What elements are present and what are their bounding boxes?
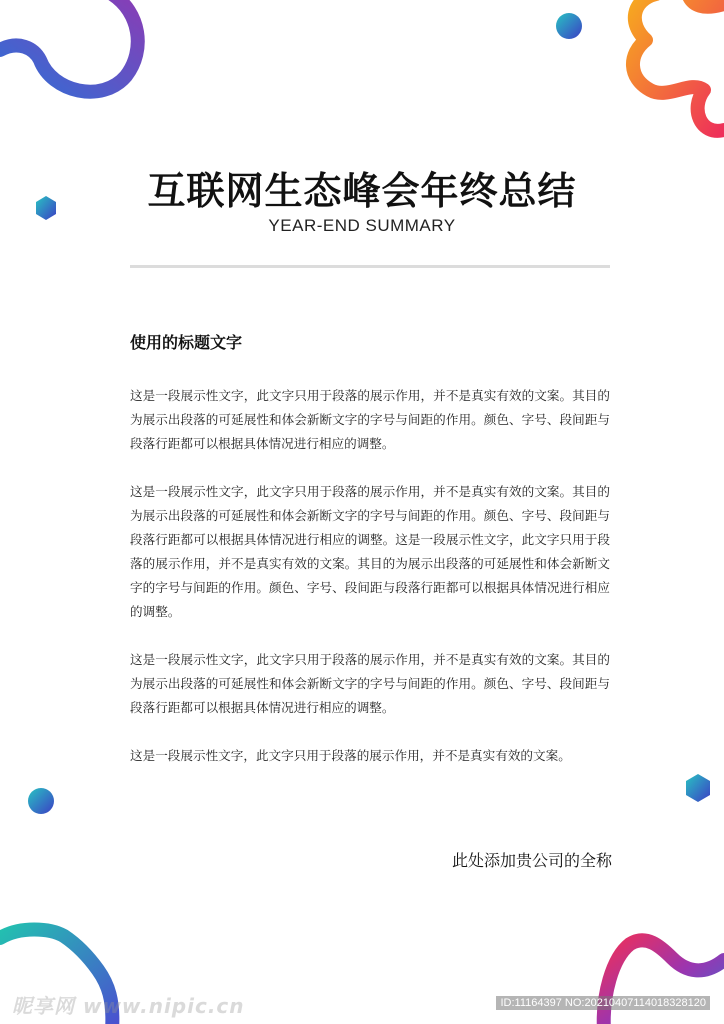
document-title: 互联网生态峰会年终总结 <box>147 169 577 213</box>
title-divider <box>130 265 610 268</box>
body-text <box>130 384 610 792</box>
bottom-right-shape <box>604 940 724 1024</box>
paragraph-3: 这是一段展示性文字，此文字只用于段落的展示作用，并不是真实有效的文案。其目的为展示出段落的可延展性和体会新断文字的字号与间距的作用。颜色、字号、段间距与段落行距都可以根据具体情况进行相应的调整。 <box>130 652 610 715</box>
top-right-blob-shape <box>633 0 724 131</box>
paragraph-4: 这是一段展示性文字，此文字只用于段落的展示作用，并不是真实有效的文案。 <box>130 748 571 763</box>
company-name: 此处添加贵公司的全称 <box>451 851 612 870</box>
dot-top-right <box>556 13 582 39</box>
hexagon-right-lower <box>686 774 710 802</box>
paragraph-1: 这是一段展示性文字，此文字只用于段落的展示作用，并不是真实有效的文案。其目的为展示出段落的可延展性和体会新断文字的字号与间距的作用。颜色、字号、段间距与段落行距都可以根据具体情况进行相应的调整。 <box>130 388 610 451</box>
watermark: 昵享网 www.nipic.cn <box>12 994 245 1018</box>
paragraph-2: 这是一段展示性文字，此文字只用于段落的展示作用，并不是真实有效的文案。其目的为展示出段落的可延展性和体会新断文字的字号与间距的作用。颜色、字号、段间距与段落行距都可以根据具体情况进行相应的调整。这是一段展示性文字，此文字只用于段落的展示作用，并不是真实有效的文案。其目的为展示出段落的可延展性和体会新断文字的字号与间距的作用。颜色、字号、段间距与段落行距都可以根据具体情况进行相应的调整。 <box>130 484 610 619</box>
dot-left-lower <box>28 788 54 814</box>
section-heading: 使用的标题文字 <box>130 333 243 352</box>
document-subtitle: YEAR-END SUMMARY <box>268 216 456 235</box>
image-id-label: ID:11164397 NO:20210407114018328120 <box>496 996 710 1010</box>
top-left-cloud-shape <box>0 0 138 92</box>
